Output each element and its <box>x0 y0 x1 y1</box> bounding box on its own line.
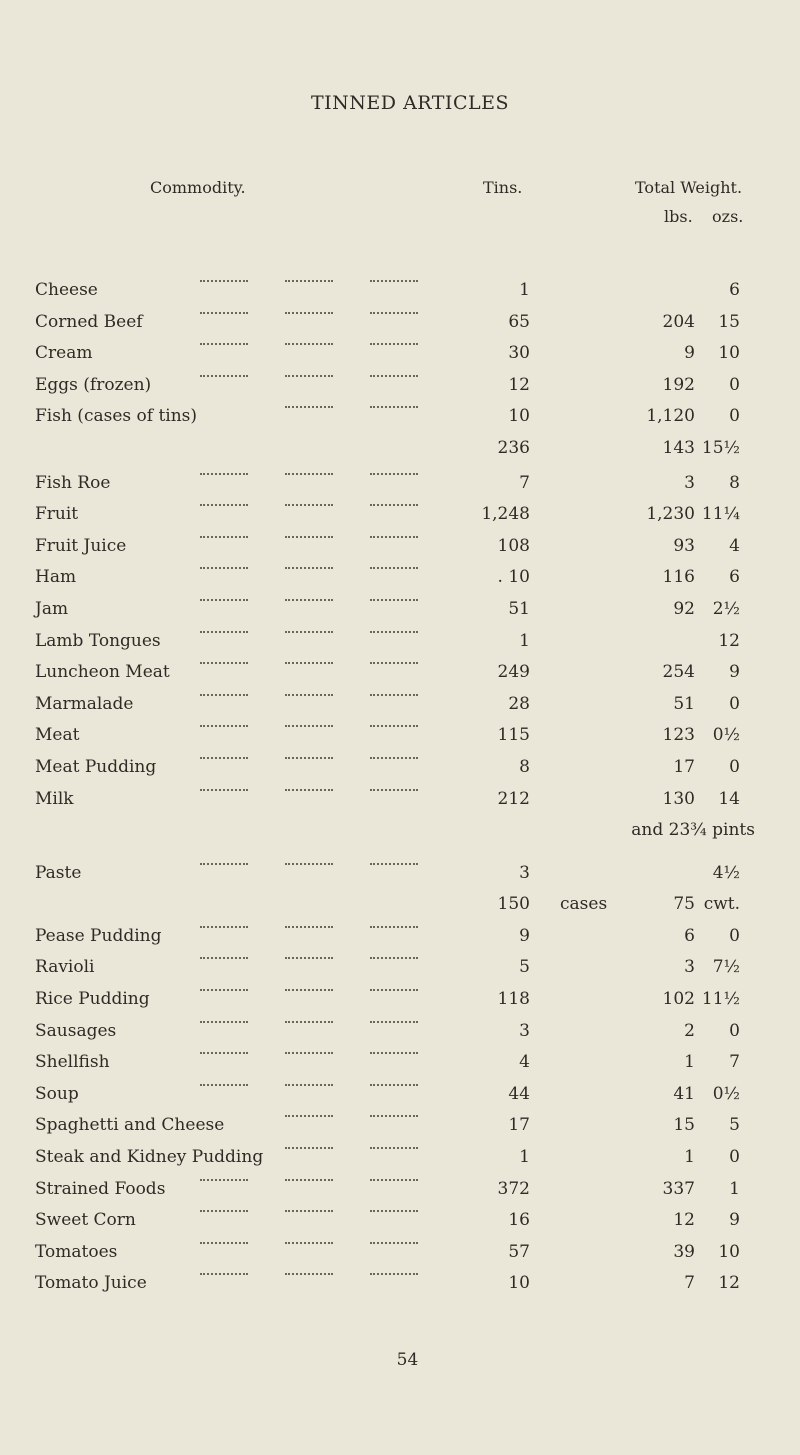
weight-lbs: 39 <box>673 1241 695 1262</box>
tins-count: 1 <box>519 1147 530 1168</box>
dot-leader <box>200 662 248 664</box>
weight-lbs: 7 <box>684 1273 695 1294</box>
weight-ozs: 0 <box>729 693 740 714</box>
dot-leader <box>285 343 333 345</box>
dot-leader <box>285 1084 333 1086</box>
dot-leader <box>200 375 248 377</box>
dot-leader <box>370 536 418 538</box>
commodity-name: Paste <box>35 862 82 883</box>
commodity-name: Meat <box>35 725 80 746</box>
dot-leader <box>285 863 333 865</box>
weight-lbs: 102 <box>662 989 695 1010</box>
weight-lbs: 51 <box>673 693 695 714</box>
weight-ozs: 0 <box>729 406 740 427</box>
table-row <box>0 599 800 631</box>
dot-leader <box>285 1052 333 1054</box>
dot-leader <box>370 789 418 791</box>
weight-lbs: 12 <box>673 1210 695 1231</box>
weight-lbs: 2 <box>684 1020 695 1041</box>
dot-leader <box>285 757 333 759</box>
weight-lbs: 3 <box>684 957 695 978</box>
table-row <box>0 694 800 726</box>
dot-leader <box>370 343 418 345</box>
header-lbs: lbs. <box>664 207 693 226</box>
weight-ozs: 0½ <box>712 1083 740 1104</box>
dot-leader <box>285 926 333 928</box>
table-row <box>0 1052 800 1084</box>
dot-leader <box>285 1115 333 1117</box>
commodity-name: Tomatoes <box>35 1241 118 1262</box>
dot-leader <box>285 312 333 314</box>
dot-leader <box>370 312 418 314</box>
dot-leader <box>370 926 418 928</box>
tins-count: 1 <box>519 630 530 651</box>
tins-count: 372 <box>497 1178 530 1199</box>
dot-leader <box>370 567 418 569</box>
dot-leader <box>200 536 248 538</box>
weight-ozs: 0 <box>729 1020 740 1041</box>
commodity-name: Fish (cases of tins) <box>35 406 198 427</box>
weight-note: and 23¾ pints <box>631 820 755 841</box>
weight-ozs: 15 <box>718 311 740 332</box>
table-row <box>0 1273 800 1305</box>
dot-leader <box>200 694 248 696</box>
table-row <box>0 1147 800 1179</box>
weight-lbs: 93 <box>673 535 695 556</box>
weight-ozs: 7½ <box>712 957 740 978</box>
table-row <box>0 312 800 344</box>
commodity-name: Shellfish <box>35 1052 110 1073</box>
weight-lbs: 9 <box>684 343 695 364</box>
weight-lbs: 1 <box>684 1052 695 1073</box>
weight-ozs: 6 <box>729 567 740 588</box>
dot-leader <box>370 1273 418 1275</box>
weight-lbs: 254 <box>662 662 695 683</box>
dot-leader <box>370 989 418 991</box>
tins-count: 10 <box>508 1273 530 1294</box>
weight-lbs: 1 <box>684 1147 695 1168</box>
dot-leader <box>285 1273 333 1275</box>
weight-lbs: 143 <box>662 437 695 458</box>
dot-leader <box>285 957 333 959</box>
dot-leader <box>370 1147 418 1149</box>
tins-count: 57 <box>508 1241 530 1262</box>
tins-count: 3 <box>519 1020 530 1041</box>
weight-ozs: 10 <box>718 343 740 364</box>
weight-ozs: 1 <box>729 1178 740 1199</box>
dot-leader <box>370 280 418 282</box>
tins-count: . 10 <box>497 567 530 588</box>
dot-leader <box>285 280 333 282</box>
table-row <box>0 820 800 852</box>
commodity-name: Sausages <box>35 1020 117 1041</box>
dot-leader <box>200 1210 248 1212</box>
dot-leader <box>370 694 418 696</box>
table-row <box>0 662 800 694</box>
commodity-name: Rice Pudding <box>35 989 150 1010</box>
dot-leader <box>200 1021 248 1023</box>
weight-ozs: 9 <box>729 1210 740 1231</box>
tins-count: 5 <box>519 957 530 978</box>
weight-lbs: 6 <box>684 925 695 946</box>
commodity-name: Ravioli <box>35 957 95 978</box>
dot-leader <box>200 863 248 865</box>
weight-lbs: 192 <box>662 374 695 395</box>
dot-leader <box>285 631 333 633</box>
weight-ozs: 14 <box>718 788 740 809</box>
dot-leader <box>370 725 418 727</box>
dot-leader <box>285 375 333 377</box>
tins-count: 4 <box>519 1052 530 1073</box>
tins-count: 108 <box>497 535 530 556</box>
dot-leader <box>370 473 418 475</box>
dot-leader <box>200 757 248 759</box>
weight-ozs: 5 <box>729 1115 740 1136</box>
weight-ozs: 4 <box>729 535 740 556</box>
header-tins: Tins. <box>483 178 523 197</box>
tins-count: 10 <box>508 406 530 427</box>
tins-count: 236 <box>497 437 530 458</box>
commodity-name: Marmalade <box>35 693 134 714</box>
weight-ozs: 0 <box>729 925 740 946</box>
weight-lbs: 116 <box>662 567 695 588</box>
tins-count: 65 <box>508 311 530 332</box>
commodity-name: Tomato Juice <box>35 1273 147 1294</box>
table-row <box>0 280 800 312</box>
page-title: TINNED ARTICLES <box>311 92 509 114</box>
tins-count: 1,248 <box>481 504 530 525</box>
table-row <box>0 406 800 438</box>
commodity-name: Luncheon Meat <box>35 662 170 683</box>
weight-ozs: 12 <box>718 1273 740 1294</box>
weight-ozs: 10 <box>718 1241 740 1262</box>
table-row <box>0 504 800 536</box>
dot-leader <box>285 694 333 696</box>
table-row <box>0 375 800 407</box>
tins-count: 12 <box>508 374 530 395</box>
dot-leader <box>285 473 333 475</box>
dot-leader <box>200 599 248 601</box>
dot-leader <box>370 1179 418 1181</box>
dot-leader <box>370 375 418 377</box>
commodity-name: Eggs (frozen) <box>35 374 152 395</box>
table-row <box>0 1242 800 1274</box>
table-row <box>0 631 800 663</box>
dot-leader <box>285 789 333 791</box>
dot-leader <box>200 926 248 928</box>
commodity-table <box>0 280 800 1305</box>
weight-ozs: 0 <box>729 374 740 395</box>
weight-ozs: 15½ <box>701 437 740 458</box>
tins-count: 3 <box>519 862 530 883</box>
header-total-weight: Total Weight. <box>635 178 743 197</box>
tins-count: 51 <box>508 598 530 619</box>
dot-leader <box>370 1242 418 1244</box>
weight-lbs: 17 <box>673 756 695 777</box>
header-ozs: ozs. <box>712 207 744 226</box>
table-row <box>0 1115 800 1147</box>
weight-ozs: 4½ <box>712 862 740 883</box>
dot-leader <box>370 406 418 408</box>
dot-leader <box>200 1052 248 1054</box>
commodity-name: Meat Pudding <box>35 756 157 777</box>
tins-count: 17 <box>508 1115 530 1136</box>
tins-count: 115 <box>497 725 530 746</box>
commodity-name: Ham <box>35 567 77 588</box>
weight-lbs: 1,120 <box>646 406 695 427</box>
tins-count: 1 <box>519 280 530 300</box>
dot-leader <box>370 1210 418 1212</box>
dot-leader <box>200 504 248 506</box>
weight-ozs: 11¼ <box>701 504 740 525</box>
commodity-name: Cream <box>35 343 93 364</box>
weight-lbs: 3 <box>684 472 695 493</box>
tins-count: 9 <box>519 925 530 946</box>
dot-leader <box>370 1084 418 1086</box>
commodity-name: Lamb Tongues <box>35 630 161 651</box>
commodity-name: Soup <box>35 1083 79 1104</box>
dot-leader <box>285 1242 333 1244</box>
commodity-name: Corned Beef <box>35 311 143 332</box>
dot-leader <box>285 725 333 727</box>
commodity-name: Fruit <box>35 504 79 525</box>
weight-ozs: 11½ <box>701 989 740 1010</box>
table-row <box>0 1210 800 1242</box>
weight-lbs: 92 <box>673 598 695 619</box>
table-row <box>0 863 800 895</box>
commodity-name: Cheese <box>35 280 98 300</box>
table-row <box>0 989 800 1021</box>
dot-leader <box>200 343 248 345</box>
table-row <box>0 438 800 470</box>
dot-leader <box>200 1242 248 1244</box>
dot-leader <box>285 1210 333 1212</box>
commodity-name: Spaghetti and Cheese <box>35 1115 225 1136</box>
dot-leader <box>200 473 248 475</box>
tins-count: 150 <box>497 894 530 915</box>
table-row <box>0 725 800 757</box>
dot-leader <box>370 957 418 959</box>
weight-ozs: 12 <box>718 630 740 651</box>
dot-leader <box>285 567 333 569</box>
table-row <box>0 536 800 568</box>
table-row <box>0 957 800 989</box>
weight-lbs: 41 <box>673 1083 695 1104</box>
dot-leader <box>200 1084 248 1086</box>
weight-lbs: 204 <box>662 311 695 332</box>
tins-count: 16 <box>508 1210 530 1231</box>
tins-count: 30 <box>508 343 530 364</box>
tins-count: 44 <box>508 1083 530 1104</box>
dot-leader <box>370 1052 418 1054</box>
dot-leader <box>285 599 333 601</box>
table-row <box>0 1021 800 1053</box>
dot-leader <box>285 1147 333 1149</box>
header-commodity: Commodity. <box>150 178 246 197</box>
weight-ozs: 0 <box>729 1147 740 1168</box>
weight-lbs: 337 <box>662 1178 695 1199</box>
dot-leader <box>370 662 418 664</box>
table-row <box>0 1084 800 1116</box>
weight-lbs: 130 <box>662 788 695 809</box>
commodity-name: Pease Pudding <box>35 925 162 946</box>
weight-ozs: 0½ <box>712 725 740 746</box>
page-number: 54 <box>396 1350 419 1370</box>
dot-leader <box>370 1115 418 1117</box>
table-row <box>0 1179 800 1211</box>
dot-leader <box>200 989 248 991</box>
weight-lbs: 123 <box>662 725 695 746</box>
dot-leader <box>285 504 333 506</box>
dot-leader <box>200 789 248 791</box>
tins-count: 7 <box>519 472 530 493</box>
tins-count: 212 <box>497 788 530 809</box>
commodity-name: Steak and Kidney Pudding <box>35 1147 264 1168</box>
table-row <box>0 343 800 375</box>
weight-lbs: 1,230 <box>646 504 695 525</box>
dot-leader <box>200 1273 248 1275</box>
weight-ozs: 6 <box>729 280 740 300</box>
commodity-name: Strained Foods <box>35 1178 166 1199</box>
tins-count: 28 <box>508 693 530 714</box>
dot-leader <box>370 1021 418 1023</box>
dot-leader <box>285 662 333 664</box>
tins-count: 249 <box>497 662 530 683</box>
dot-leader <box>285 536 333 538</box>
dot-leader <box>285 989 333 991</box>
dot-leader <box>370 631 418 633</box>
dot-leader <box>370 599 418 601</box>
weight-ozs: 2½ <box>712 598 740 619</box>
table-row <box>0 757 800 789</box>
dot-leader <box>200 1179 248 1181</box>
weight-ozs: 7 <box>729 1052 740 1073</box>
dot-leader <box>370 863 418 865</box>
table-row <box>0 926 800 958</box>
commodity-name: Fruit Juice <box>35 535 127 556</box>
table-row <box>0 789 800 821</box>
dot-leader <box>200 312 248 314</box>
dot-leader <box>200 725 248 727</box>
commodity-name: Jam <box>35 598 69 619</box>
commodity-name: Milk <box>35 788 74 809</box>
dot-leader <box>370 757 418 759</box>
dot-leader <box>200 631 248 633</box>
weight-lbs: 15 <box>673 1115 695 1136</box>
tins-count: 8 <box>519 756 530 777</box>
weight-lbs: 75 <box>673 894 695 915</box>
dot-leader <box>200 567 248 569</box>
weight-ozs: 8 <box>729 472 740 493</box>
commodity-name: Sweet Corn <box>35 1210 136 1231</box>
weight-ozs: 0 <box>729 756 740 777</box>
dot-leader <box>285 1021 333 1023</box>
dot-leader <box>200 957 248 959</box>
tins-unit-note: cases <box>560 894 608 915</box>
dot-leader <box>200 280 248 282</box>
tins-count: 118 <box>497 989 530 1010</box>
weight-ozs: 9 <box>729 662 740 683</box>
commodity-name: Fish Roe <box>35 472 111 493</box>
weight-ozs: cwt. <box>703 894 740 915</box>
table-row <box>0 894 800 926</box>
dot-leader <box>285 406 333 408</box>
dot-leader <box>285 1179 333 1181</box>
dot-leader <box>370 504 418 506</box>
table-row <box>0 567 800 599</box>
table-row <box>0 473 800 505</box>
